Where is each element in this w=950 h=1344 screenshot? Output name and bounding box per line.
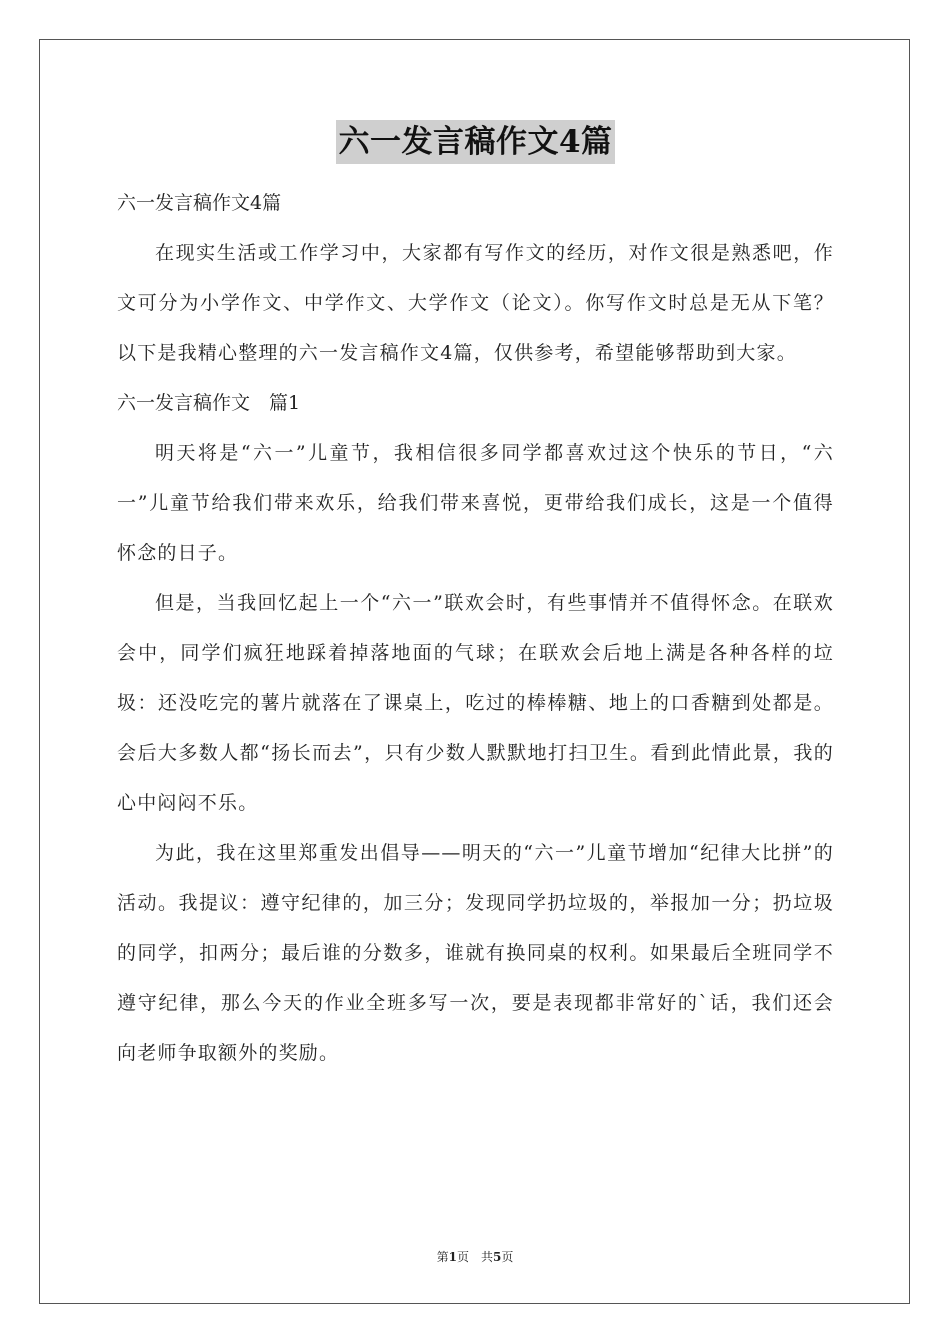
footer-page-number: 1 (448, 1250, 457, 1264)
title-block (117, 120, 834, 176)
body-paragraph-1: 明天将是“六一”儿童节，我相信很多同学都喜欢过这个快乐的节日，“六一”儿童节给我们带来欢乐，给我们带来喜悦，更带给我们成长，这是一个值得怀念的日子。 (117, 442, 834, 564)
document-title: 六一发言稿作文4篇 (336, 120, 614, 164)
body-paragraph-3: 为此，我在这里郑重发出倡导——明天的“六一”儿童节增加“纪律大比拼”的活动。我提议：遵守纪律的，加三分；发现同学扔垃圾的，举报加一分；扔垃圾的同学，扣两分；最后谁的分数多，谁就有换同桌的权利。如果最后全班同学不遵守纪律，那么今天的作业全班多写一次，要是表现都非常好的`话，我们还会向老师争取额外的奖励。 (117, 842, 834, 1064)
footer-total-pages: 5 (493, 1250, 502, 1264)
section-heading: 六一发言稿作文 篇1 (117, 392, 301, 414)
body-paragraph-2: 但是，当我回忆起上一个“六一”联欢会时，有些事情并不值得怀念。在联欢会中，同学们疯狂地踩着掉落地面的气球；在联欢会后地上满是各种各样的垃圾：还没吃完的薯片就落在了课桌上，吃过的棒棒糖、地上的口香糖到处都是。会后大多数人都“扬长而去”，只有少数人默默地打扫卫生。看到此情此景，我的心中闷闷不乐。 (117, 592, 834, 814)
intro-paragraph: 在现实生活或工作学习中，大家都有写作文的经历，对作文很是熟悉吧，作文可分为小学作文、中学作文、大学作文（论文）。你写作文时总是无从下笔？以下是我精心整理的六一发言稿作文4篇，仅供参考，希望能够帮助到大家。 (117, 242, 834, 364)
footer-page-prefix: 第 (436, 1250, 449, 1264)
footer-page-suffix: 页 共 (456, 1250, 493, 1264)
document-body (117, 120, 834, 1078)
page-footer (0, 1248, 950, 1265)
footer-total-suffix: 页 (501, 1250, 514, 1264)
document-subtitle: 六一发言稿作文4篇 (117, 192, 282, 214)
